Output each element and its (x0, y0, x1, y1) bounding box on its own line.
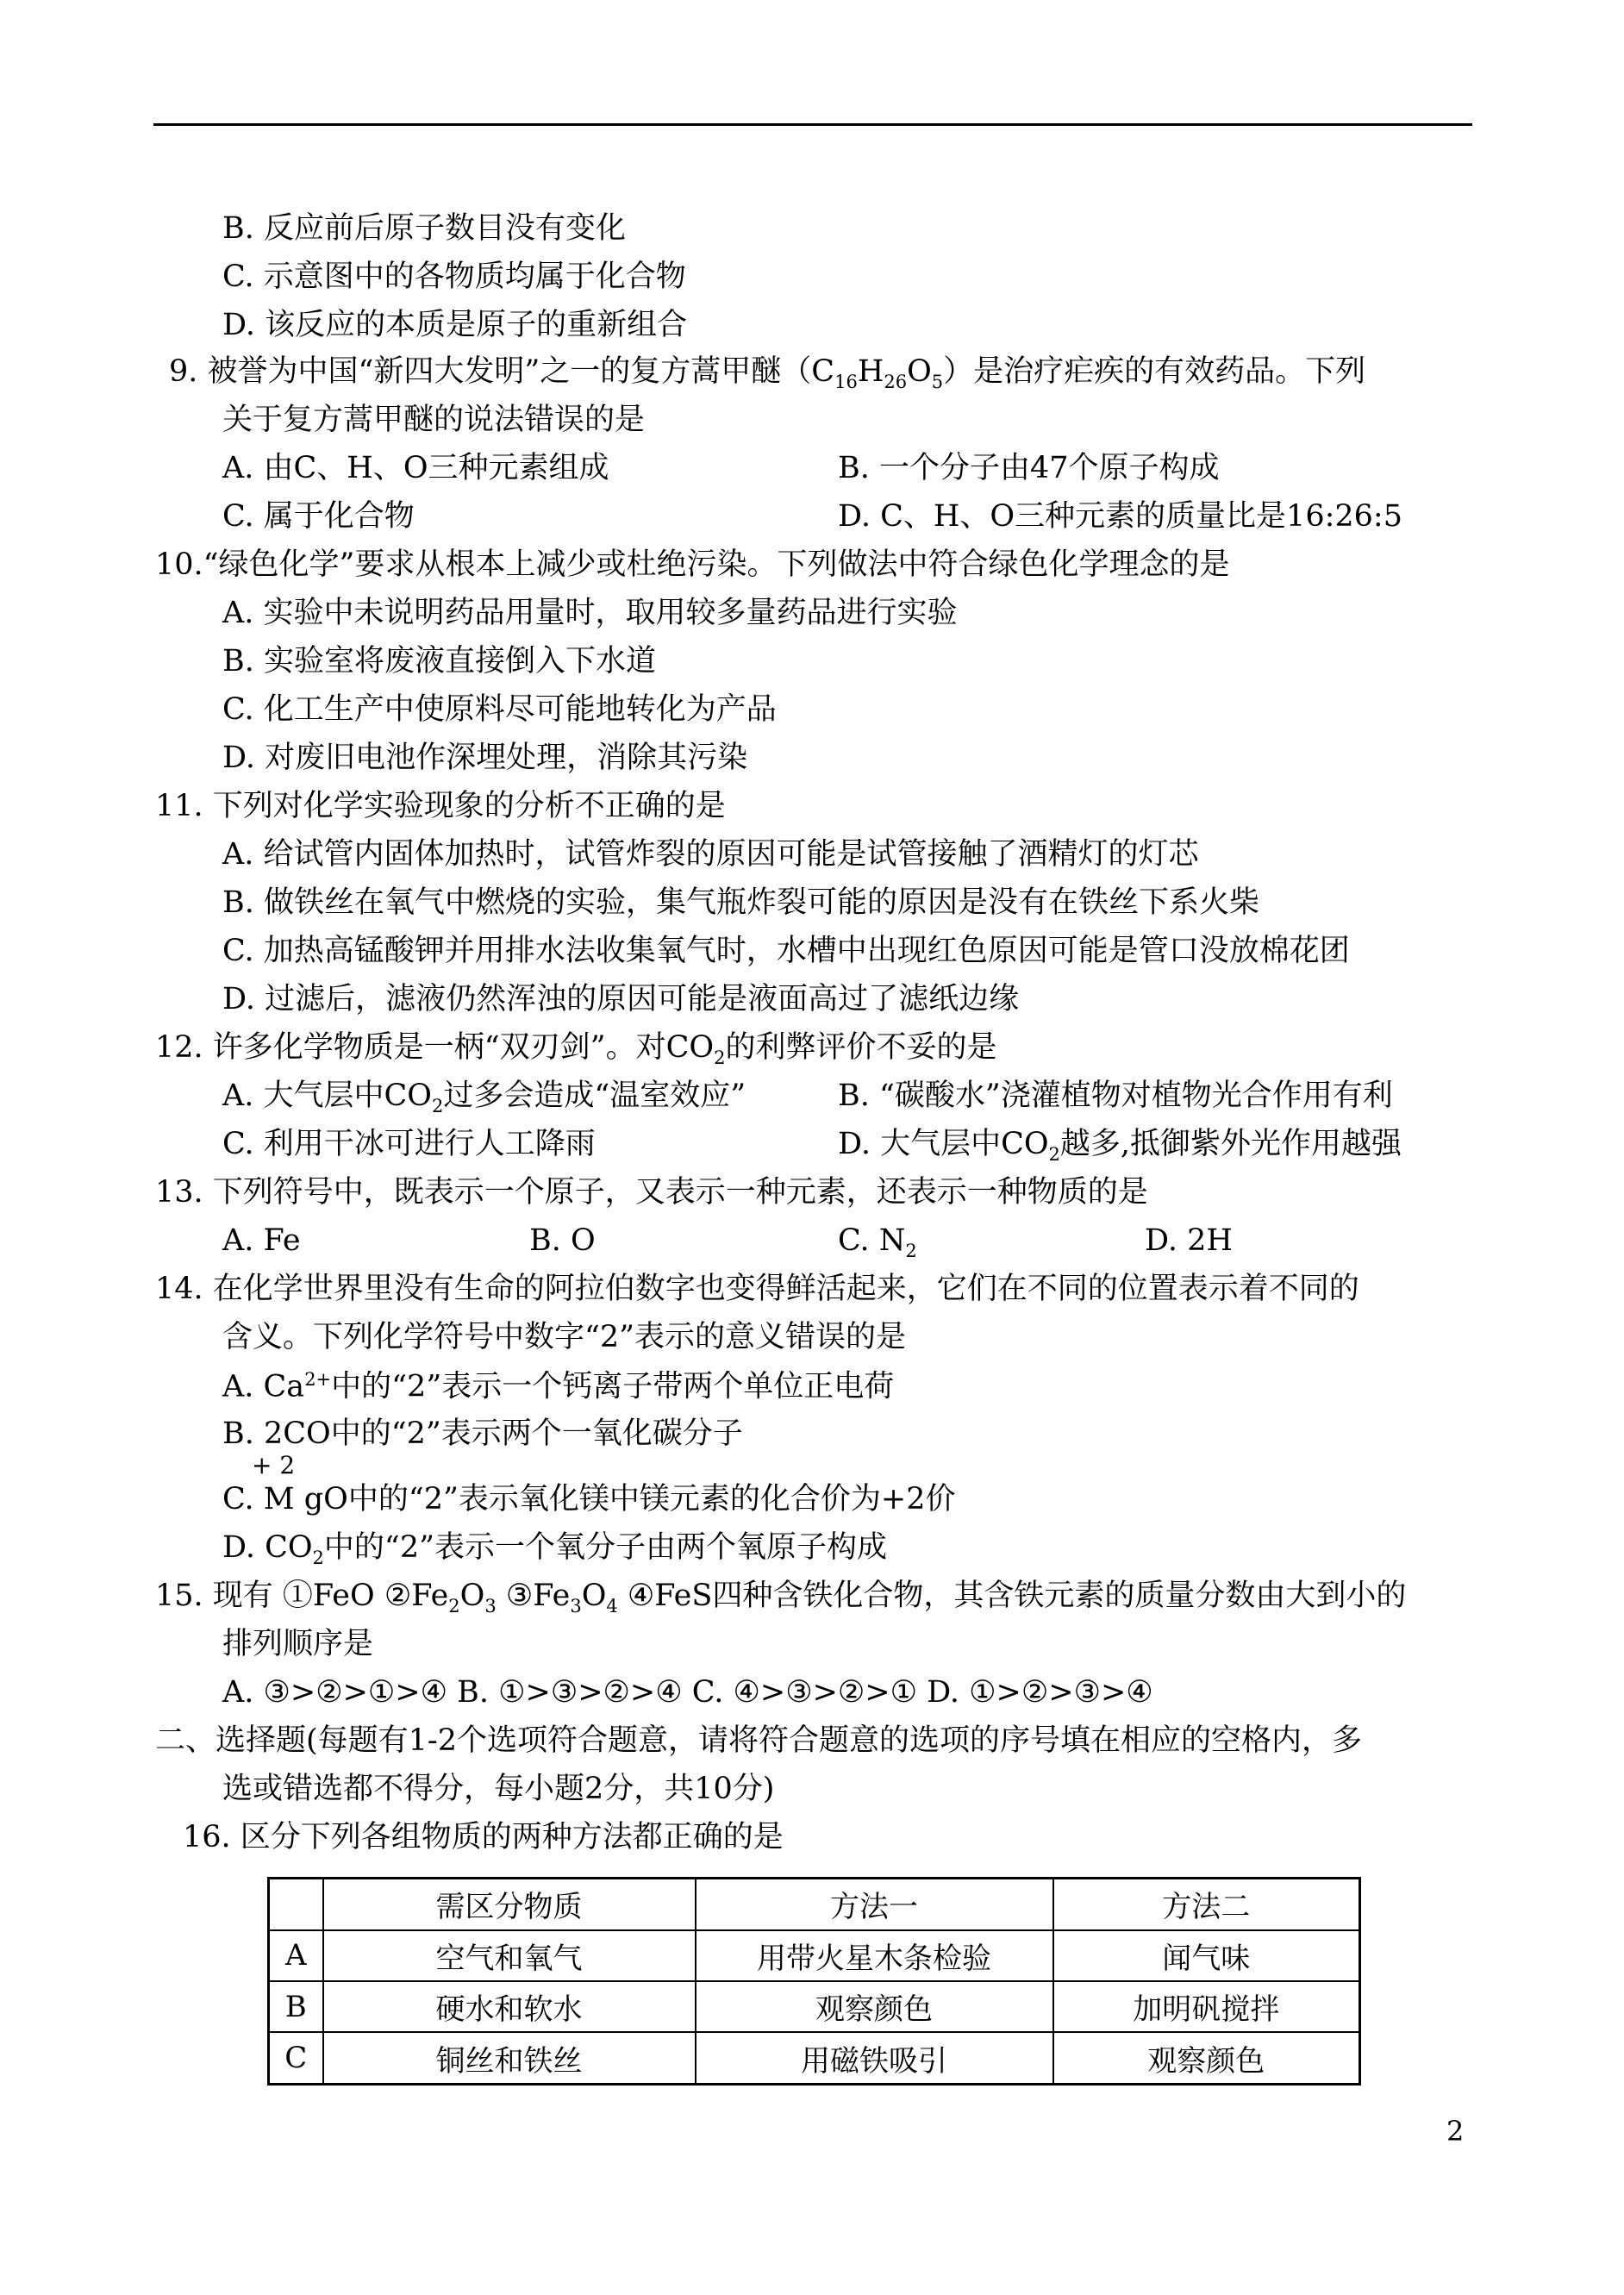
table-cell: C (269, 2032, 323, 2084)
table-row (269, 1930, 1360, 1981)
table-row (269, 1981, 1360, 2032)
text-line-q8c: C. 示意图中的各物质均属于化合物 (222, 260, 686, 294)
table-cell: 闻气味 (1053, 1930, 1360, 1981)
table-cell: 方法二 (1053, 1879, 1360, 1930)
text-line-q9o2a: C. 属于化合物 (222, 499, 415, 534)
text-line-q16: 16. 区分下列各组物质的两种方法都正确的是 (183, 1820, 784, 1854)
text-line-q13b: B. O (529, 1223, 596, 1258)
text-line-q13a: A. Fe (222, 1223, 301, 1258)
text-line-q12o1a: A. 大气层中$CO_2$过多会造成“温室效应” (222, 1079, 746, 1116)
table-header-row (269, 1879, 1360, 1930)
table-cell: 需区分物质 (323, 1879, 696, 1930)
text-line-q14od: D. $CO_2$中的“2”表示一个氧分子由两个氧原子构成 (222, 1530, 887, 1568)
text-line-q10c: C. 化工生产中使原料尽可能地转化为产品 (222, 692, 777, 727)
table-cell: 铜丝和铁丝 (323, 2032, 696, 2084)
text-line-q14: 14. 在化学世界里没有生命的阿拉伯数字也变得鲜活起来，它们在不同的位置表示着不同的 (155, 1272, 1359, 1306)
text-line-s2b: 选或错选都不得分，每小题2分，共10分) (222, 1772, 775, 1806)
text-line-q12o2a: C. 利用干冰可进行人工降雨 (222, 1127, 596, 1161)
text-line-q12o1b: B. “碳酸水”浇灌植物对植物光合作用有利 (838, 1079, 1393, 1113)
text-line-q11a: A. 给试管内固体加热时，试管炸裂的原因可能是试管接触了酒精灯的灯芯 (222, 837, 1199, 872)
text-line-q9o2b: D. C、H、O三种元素的质量比是16:26:5 (838, 499, 1402, 534)
text-line-q10d: D. 对废旧电池作深埋处理，消除其污染 (222, 741, 748, 775)
header-rule (153, 123, 1472, 126)
table-cell: 加明矾搅拌 (1053, 1981, 1360, 2032)
text-line-q9b: 关于复方蒿甲醚的说法错误的是 (222, 403, 646, 437)
text-line-q9: 9. 被誉为中国“新四大发明”之一的复方蒿甲醚$(C_{16}H_{26}O_5)$是治疗疟疾的有效药品。下列 (169, 354, 1366, 392)
table-cell: 方法一 (696, 1879, 1053, 1930)
table-cell: 观察颜色 (696, 1981, 1053, 2032)
table-cell: A (269, 1930, 323, 1981)
text-line-q9o1b: B. 一个分子由47个原子构成 (838, 451, 1220, 485)
text-line-q15o: A. ③>②>①>④ B. ①>③>②>④ C. ④>③>②>① D. ①>②>③>④ (222, 1675, 1153, 1710)
table-row (269, 2032, 1360, 2084)
table-cell: B (269, 1981, 323, 2032)
text-line-q10b: B. 实验室将废液直接倒入下水道 (222, 644, 656, 678)
text-line-q14oc_above: + 2 (252, 1451, 296, 1479)
text-line-q8b: B. 反应前后原子数目没有变化 (222, 211, 626, 246)
text-line-q11c: C. 加热高锰酸钾并用排水法收集氧气时，水槽中出现红色原因可能是管口没放棉花团 (222, 934, 1350, 968)
q16-table-container (267, 1877, 1359, 2086)
text-line-q15b: 排列顺序是 (222, 1627, 374, 1661)
table-cell (269, 1879, 323, 1930)
text-line-q13: 13. 下列符号中，既表示一个原子，又表示一种元素，还表示一种物质的是 (155, 1175, 1148, 1210)
text-line-q14oc: C. M gO中的“2”表示氧化镁中镁元素的化合价为+2价 (222, 1482, 956, 1516)
text-line-q11b: B. 做铁丝在氧气中燃烧的实验，集气瓶炸裂可能的原因是没有在铁丝下系火柴 (222, 885, 1259, 920)
text-line-q14ob: B. 2CO中的“2”表示两个一氧化碳分子 (222, 1416, 743, 1451)
text-line-q10a: A. 实验中未说明药品用量时，取用较多量药品进行实验 (222, 596, 958, 630)
text-line-q9o1a: A. 由C、H、O三种元素组成 (222, 451, 609, 485)
text-line-q11d: D. 过滤后，滤液仍然浑浊的原因可能是液面高过了滤纸边缘 (222, 982, 1020, 1016)
table-cell: 观察颜色 (1053, 2032, 1360, 2084)
text-line-q8d: D. 该反应的本质是原子的重新组合 (222, 308, 688, 342)
table-cell: 硬水和软水 (323, 1981, 696, 2032)
text-line-q13c: C. $N_2$ (838, 1223, 917, 1261)
q16-table (267, 1877, 1361, 2086)
text-line-q12o2b: D. 大气层中$CO_2$越多,抵御紫外光作用越强 (838, 1127, 1402, 1165)
text-line-q14b: 含义。下列化学符号中数字“2”表示的意义错误的是 (222, 1320, 907, 1354)
text-line-q13d: D. 2H (1145, 1223, 1233, 1258)
page-number: 2 (1446, 2115, 1465, 2148)
table-cell: 空气和氧气 (323, 1930, 696, 1981)
table-cell: 用磁铁吸引 (696, 2032, 1053, 2084)
text-line-q10: 10.“绿色化学”要求从根本上减少或杜绝污染。下列做法中符合绿色化学理念的是 (155, 547, 1230, 582)
text-line-q12: 12. 许多化学物质是一柄“双刃剑”。对$CO_2$的利弊评价不妥的是 (155, 1030, 997, 1068)
text-line-q11: 11. 下列对化学实验现象的分析不正确的是 (155, 789, 726, 823)
text-line-q14oa: A. $Ca^{2+}$中的“2”表示一个钙离子带两个单位正电荷 (222, 1369, 895, 1404)
text-line-s2: 二、选择题(每题有1-2个选项符合题意，请将符合题意的选项的序号填在相应的空格内，多 (155, 1723, 1363, 1758)
text-line-q15: 15. 现有 ①FeO $②Fe_2O_3$ $③Fe_3O_4$ ④FeS四种含铁化合物，其含铁元素的质量分数由大到小的 (155, 1579, 1407, 1617)
table-cell: 用带火星木条检验 (696, 1930, 1053, 1981)
